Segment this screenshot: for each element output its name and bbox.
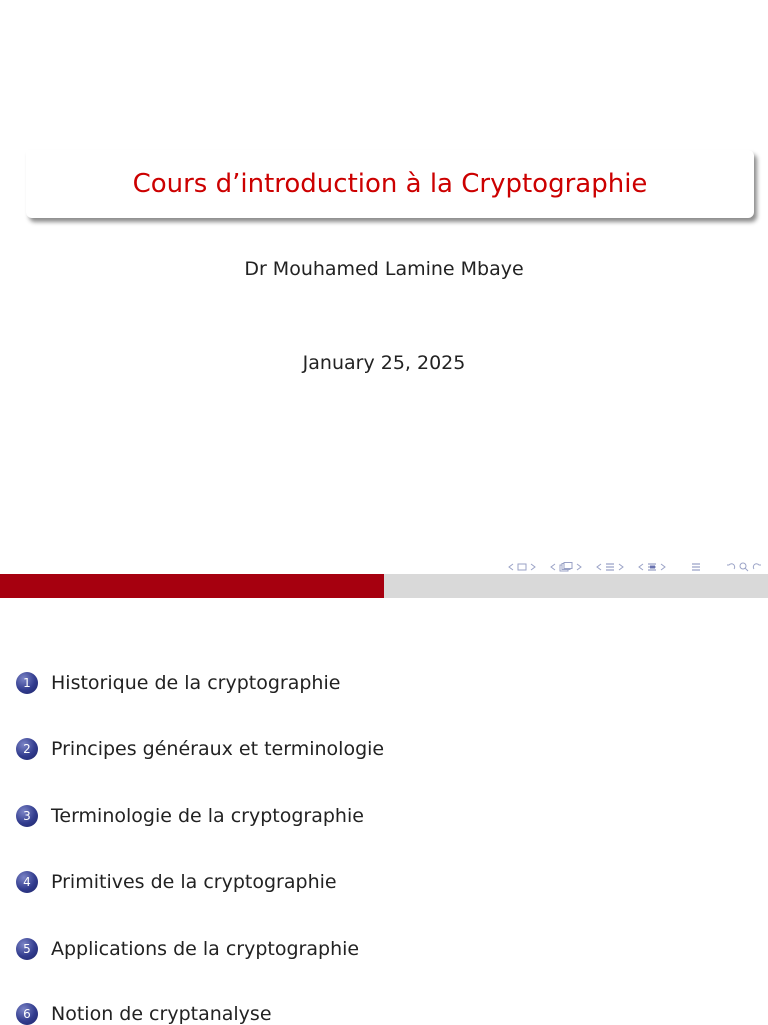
arrow-right-icon[interactable] bbox=[618, 563, 624, 571]
align-icon[interactable] bbox=[691, 562, 701, 572]
outline-slide bbox=[0, 598, 768, 1024]
toc-item-label: Primitives de la cryptographie bbox=[51, 871, 337, 893]
subsection-icon[interactable] bbox=[559, 562, 573, 572]
toc-number-bullet: 2 bbox=[16, 738, 38, 760]
arrow-right-icon[interactable] bbox=[660, 563, 666, 571]
arrow-right-icon[interactable] bbox=[576, 563, 582, 571]
arrow-left-icon[interactable] bbox=[508, 563, 514, 571]
arrow-right-icon[interactable] bbox=[530, 563, 536, 571]
title-block bbox=[26, 150, 754, 218]
search-icon[interactable] bbox=[739, 562, 749, 572]
toc-item[interactable] bbox=[16, 738, 384, 760]
toc-item[interactable] bbox=[16, 805, 364, 827]
toc-item[interactable] bbox=[16, 871, 337, 893]
toc-item-label: Terminologie de la cryptographie bbox=[51, 805, 364, 827]
toc-item[interactable] bbox=[16, 1003, 272, 1025]
toc-number-bullet: 4 bbox=[16, 871, 38, 893]
toc-item-label: Notion de cryptanalyse bbox=[51, 1003, 272, 1025]
arrow-left-icon[interactable] bbox=[638, 563, 644, 571]
toc-item[interactable] bbox=[16, 672, 340, 694]
toc-item-label: Historique de la cryptographie bbox=[51, 672, 341, 694]
presentation-date: January 25, 2025 bbox=[302, 352, 466, 374]
toc-number-bullet: 5 bbox=[16, 938, 38, 960]
toc-number-bullet: 6 bbox=[16, 1003, 38, 1025]
toc-item-label: Applications de la cryptographie bbox=[51, 938, 360, 960]
toc-item[interactable] bbox=[16, 938, 359, 960]
section-icon[interactable] bbox=[647, 562, 657, 572]
beamer-navigation-bar bbox=[508, 559, 762, 575]
section-icon[interactable] bbox=[605, 562, 615, 572]
frame-icon[interactable] bbox=[517, 563, 527, 571]
toc-number-bullet: 1 bbox=[16, 672, 38, 694]
progress-fill bbox=[0, 574, 384, 598]
toc-number-bullet: 3 bbox=[16, 805, 38, 827]
undo-icon[interactable] bbox=[726, 562, 736, 572]
progress-bar bbox=[0, 574, 768, 598]
toc-item-label: Principes généraux et terminologie bbox=[51, 738, 385, 760]
redo-icon[interactable] bbox=[752, 562, 762, 572]
author-name: Dr Mouhamed Lamine Mbaye bbox=[244, 258, 524, 280]
arrow-left-icon[interactable] bbox=[596, 563, 602, 571]
arrow-left-icon[interactable] bbox=[550, 563, 556, 571]
presentation-title: Cours d’introduction à la Cryptographie bbox=[132, 169, 648, 199]
